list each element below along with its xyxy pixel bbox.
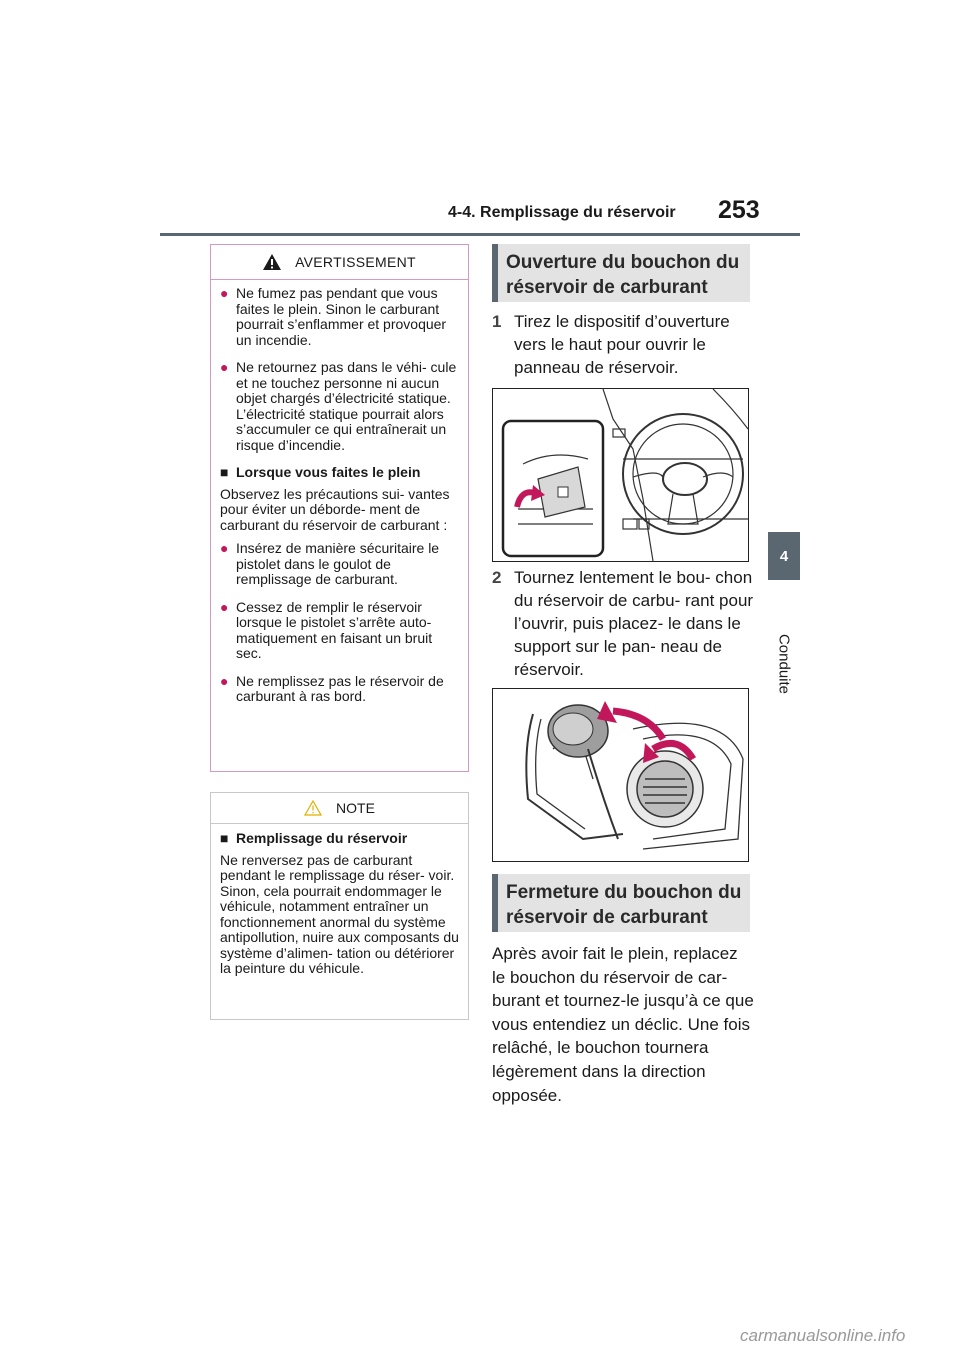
figure-fuel-door-opener xyxy=(492,388,749,562)
warning-bullet xyxy=(220,360,460,453)
warning-subheading-text: Lorsque vous faites le plein xyxy=(236,464,421,480)
chapter-label-text: Conduite xyxy=(775,633,793,695)
note-text: Ne renversez pas de carburant pendant le remplissage du réser- voir. Sinon, cela pourrait endommager le véhicule, notamment entraîner un fonctionnement anormal du système antipollution, nuire aux composants du système d’alimen- tation ou détériorer la peinture du véhicule. xyxy=(220,851,459,976)
watermark: carmanualsonline.info xyxy=(740,1326,906,1345)
square-bullet-icon: ■ xyxy=(220,830,229,846)
bullet-icon: ● xyxy=(220,672,229,689)
bullet-icon: ● xyxy=(220,359,229,375)
chapter-label xyxy=(760,624,808,704)
warning-triangle-icon xyxy=(263,254,281,270)
figure-fuel-cap-removal xyxy=(492,688,749,862)
step-2 xyxy=(492,566,754,681)
page-number: 253 xyxy=(718,196,760,224)
warning-sub-bullet-text: Ne remplissez pas le réservoir de carburant à ras bord. xyxy=(236,672,444,704)
bullet-icon: ● xyxy=(220,540,229,556)
warning-bullet-text: Ne fumez pas pendant que vous faites le plein. Sinon le carburant pourrait s’enflammer et provoquer un incendie. xyxy=(236,285,447,348)
warning-bullet xyxy=(220,286,460,348)
bullet-icon: ● xyxy=(220,598,229,615)
warning-sub-bullet-text: Insérez de manière sécuritaire le pistolet dans le goulot de remplissage de carburant. xyxy=(236,540,440,587)
note-title: NOTE xyxy=(336,800,375,816)
warning-header xyxy=(211,245,468,280)
header-rule xyxy=(160,233,800,236)
warning-sub-bullet xyxy=(220,600,460,662)
closing-paragraph: Après avoir fait le plein, replacez le bouchon du réservoir de car- burant et tournez-le jusqu’à ce que vous entendiez un déclic. Une fois relâché, le bouchon tournera légèrement dans la direction opposée. xyxy=(492,944,754,1105)
section-heading-opening: Ouverture du bouchon du réservoir de carburant xyxy=(492,244,750,302)
step-1 xyxy=(492,310,754,379)
caution-triangle-icon xyxy=(304,800,322,816)
step-text: Tournez lentement le bou- chon du réservoir de carbu- rant pour l’ouvrir, puis placez- le dans le support sur le pan- neau de réservoir. xyxy=(514,568,754,679)
warning-title: AVERTISSEMENT xyxy=(295,254,416,270)
square-bullet-icon: ■ xyxy=(220,464,229,480)
warning-intro: Observez les précautions sui- vantes pour éviter un déborde- ment de carburant du réservoir de carburant : xyxy=(220,485,450,533)
bullet-icon: ● xyxy=(220,285,229,301)
warning-sub-bullet-text: Cessez de remplir le réservoir lorsque le pistolet s’arrête auto- matiquement en faisant un bruit sec. xyxy=(236,598,433,661)
step-number: 1 xyxy=(492,312,502,331)
warning-sub-bullet xyxy=(220,674,460,705)
note-subheading xyxy=(220,831,460,847)
note-subheading-text: Remplissage du réservoir xyxy=(236,830,408,846)
section-heading-closing: Fermeture du bouchon du réservoir de carburant xyxy=(492,874,750,932)
running-header-section: 4-4. Remplissage du réservoir xyxy=(448,204,676,221)
step-text: Tirez le dispositif d’ouverture vers le haut pour ouvrir le panneau de réservoir. xyxy=(514,312,730,377)
note-header xyxy=(211,793,468,824)
warning-subheading xyxy=(220,465,460,481)
step-number: 2 xyxy=(492,568,502,587)
chapter-tab[interactable] xyxy=(768,532,800,580)
chapter-number: 4 xyxy=(779,547,789,565)
warning-bullet-text: Ne retournez pas dans le véhi- cule et ne touchez personne ni aucun objet chargés d’électricité statique. L’électricité statique pourrait alors s’accumuler ce qui entraînerait un risque d’incendie. xyxy=(236,359,457,453)
warning-sub-bullet xyxy=(220,541,460,588)
fuel-cap-removal-illustration xyxy=(493,689,748,861)
note-box xyxy=(210,792,469,1020)
warning-box xyxy=(210,244,469,772)
fuel-door-opener-illustration xyxy=(493,389,748,561)
